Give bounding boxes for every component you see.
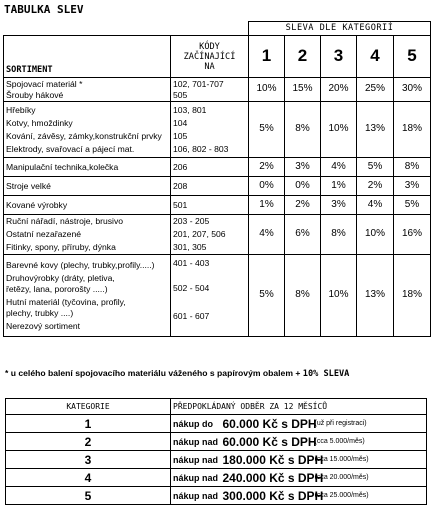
category-5-header: 5 <box>394 36 431 78</box>
table-row: Kované výrobky 501 1% 2% 3% 4% 5% <box>4 196 431 215</box>
table-row: 1 nákup do 60.000 Kč s DPH (už při registraci) <box>6 415 427 433</box>
group-names: Hřebíky Kotvy, hmoždinky Kování, závěsy, zámky,konstrukční prvky Elektrody, svařovací a pájecí mat. <box>4 102 171 158</box>
footnote: * u celého balení spojovacího materiálu váženého s papírovým obalem + 10% SLEVA <box>5 368 350 379</box>
group-codes: 203 - 205 201, 207, 506 301, 305 <box>171 215 249 255</box>
table-row: Manipulační technika,kolečka 206 2% 3% 4% 5% 8% <box>4 158 431 177</box>
table-row: Barevné kovy (plechy, trubky,profily.....) Druhovýrobky (dráty, pletiva, řetězy, lana, pororošty .....) Hutní materiál (tyčovina, profily, plechy, trubky ....) Nerezový sortiment 401 - 403 502 - 504 601 - 607 5% 8% 10% 13% 18% <box>4 255 431 337</box>
category-3-header: 3 <box>321 36 357 78</box>
category-4-header: 4 <box>357 36 394 78</box>
table-row: 4 nákup nad 240.000 Kč s DPH (cca 20.000/měs) <box>6 469 427 487</box>
category-1-header: 1 <box>249 36 285 78</box>
table-row: Ruční nářadí, nástroje, brusivo Ostatní nezařazené Fitinky, spony, příruby, dýnka 203 - 205 201, 207, 506 301, 305 4% 6% 8% 10% 16% <box>4 215 431 255</box>
page-title: TABULKA SLEV <box>4 3 84 16</box>
category-table <box>5 398 427 505</box>
kody-header: KÓDY ZAČÍNAJÍCÍ NA <box>171 36 249 78</box>
table-row: 2 nákup nad 60.000 Kč s DPH (cca 5.000/měs) <box>6 433 427 451</box>
table-row: Spojovací materiál * Šrouby hákové 102, 701-707 505 10% 15% 20% 25% 30% <box>4 78 431 102</box>
footnote-bonus: 10% SLEVA <box>302 369 350 379</box>
category-2-header: 2 <box>285 36 321 78</box>
table-row: 3 nákup nad 180.000 Kč s DPH (cca 15.000/měs) <box>6 451 427 469</box>
group-names: Ruční nářadí, nástroje, brusivo Ostatní nezařazené Fitinky, spony, příruby, dýnka <box>4 215 171 255</box>
group-names: Spojovací materiál * Šrouby hákové <box>4 78 171 102</box>
sortiment-header: SORTIMENT <box>4 36 171 78</box>
group-names: Barevné kovy (plechy, trubky,profily.....) Druhovýrobky (dráty, pletiva, řetězy, lana, pororošty .....) Hutní materiál (tyčovina, profily, plechy, trubky ....) Nerezový sortiment <box>4 255 171 337</box>
group-codes: 401 - 403 502 - 504 601 - 607 <box>171 255 249 337</box>
table-row: Hřebíky Kotvy, hmoždinky Kování, závěsy, zámky,konstrukční prvky Elektrody, svařovací a pájecí mat. 103, 801 104 105 106, 802 - 803 5% 8% 10% 13% 18% <box>4 102 431 158</box>
table-row: Stroje velké 208 0% 0% 1% 2% 3% <box>4 177 431 196</box>
discount-table <box>3 21 431 337</box>
group-codes: 102, 701-707 505 <box>171 78 249 102</box>
group-codes: 103, 801 104 105 106, 802 - 803 <box>171 102 249 158</box>
sleva-header: SLEVA DLE KATEGORIÍ <box>249 22 431 36</box>
volume-header: PŘEDPOKLÁDANÝ ODBĚR ZA 12 MĚSÍCŮ <box>171 399 427 415</box>
table-row: 5 nákup nad 300.000 Kč s DPH (cca 25.000/měs) <box>6 487 427 505</box>
category-header: KATEGORIE <box>6 399 171 415</box>
